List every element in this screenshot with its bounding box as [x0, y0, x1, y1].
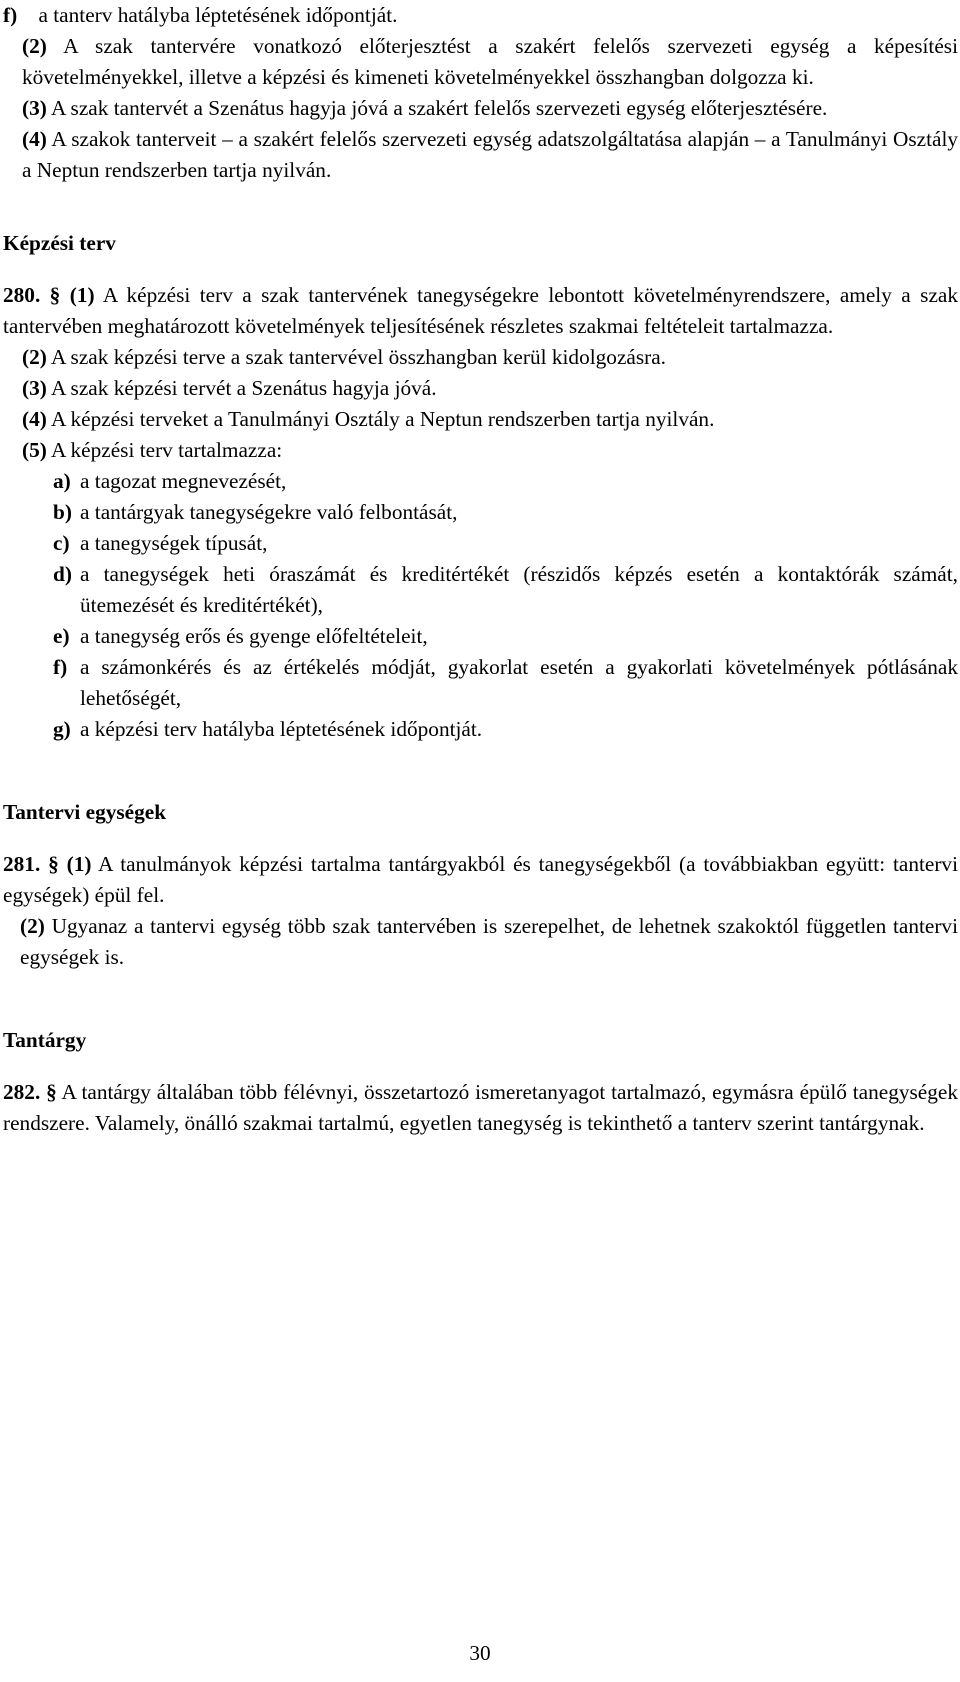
item-text: a képzési terv hatályba léptetésének időpontját.: [80, 717, 483, 741]
section-280-paragraph-2: [3, 342, 958, 373]
paragraph-number: (2): [22, 34, 47, 58]
paragraph-number: (2): [22, 345, 47, 369]
list-item-b: [3, 497, 958, 528]
item-label: d): [53, 562, 72, 586]
list-item-a: [3, 466, 958, 497]
section-281-paragraph-2: [3, 911, 958, 973]
paragraph-number: (1): [66, 852, 92, 876]
list-item-e: [3, 621, 958, 652]
paragraph-text: A szak tantervére vonatkozó előterjesztést a szakért felelős szervezeti egység a képesítési követelményekkel, illetve a képzési és kimeneti követelményekkel összhangban dolgozza ki.: [22, 34, 958, 89]
list-item-c: [3, 528, 958, 559]
paragraph-text: A képzési terveket a Tanulmányi Osztály a Neptun rendszerben tartja nyilván.: [51, 407, 715, 431]
paragraph-number: (4): [22, 127, 47, 151]
paragraph-number: (5): [22, 438, 47, 462]
item-label: f): [53, 655, 68, 679]
item-text: a tanegységek heti óraszámát és kreditértékét (részidős képzés esetén a kontaktórák számát, ütemezését és kreditértékét),: [80, 562, 958, 617]
section-280-paragraph-5: [3, 435, 958, 466]
section-heading-tantervi-egysegek: Tantervi egységek: [3, 800, 167, 824]
paragraph-text: A szakok tanterveit – a szakért felelős szervezeti egység adatszolgáltatása alapján – a Tanulmányi Osztály a Neptun rendszerben tartja nyilván.: [22, 127, 959, 182]
section-heading-tantargy: Tantárgy: [3, 1028, 87, 1052]
paragraph-text: A szak képzési terve a szak tantervével összhangban kerül kidolgozásra.: [51, 345, 666, 369]
section-280-paragraph-4: [3, 404, 958, 435]
paragraph-4: [3, 124, 958, 186]
item-text: a számonkérés és az értékelés módját, gyakorlat esetén a gyakorlati követelmények pótlásának lehetőségét,: [80, 655, 958, 710]
section-number: 282. §: [3, 1080, 57, 1104]
paragraph-number: (3): [22, 376, 47, 400]
list-item-d: [3, 559, 958, 621]
item-text: a tagozat megnevezését,: [80, 469, 287, 493]
item-label: f): [3, 3, 18, 27]
item-text: a tanegységek típusát,: [80, 531, 268, 555]
paragraph-text: A képzési terv a szak tantervének tanegységekre lebontott követelményrendszere, amely a szak tantervében meghatározott követelmények teljesítésének részletes szakmai feltételeit tartalmazza.: [3, 283, 958, 338]
section-282-paragraph: [3, 1077, 958, 1139]
paragraph-text: A képzési terv tartalmazza:: [51, 438, 283, 462]
item-label: e): [53, 624, 70, 648]
item-label: g): [53, 717, 71, 741]
paragraph-text: A tanulmányok képzési tartalma tantárgyakból és tanegységekből (a továbbiakban együtt: tantervi egységek) épül fel.: [3, 852, 958, 907]
paragraph-2: [3, 31, 958, 93]
list-item-f: [3, 652, 958, 714]
section-number: 281. §: [3, 852, 59, 876]
item-label: b): [53, 500, 72, 524]
section-number: 280. §: [3, 283, 61, 307]
list-item-g: [3, 714, 958, 745]
item-text: a tanterv hatályba léptetésének időpontját.: [38, 3, 398, 27]
item-label: c): [53, 531, 70, 555]
section-280-paragraph-3: [3, 373, 958, 404]
paragraph-number: (2): [20, 914, 45, 938]
section-280-paragraph-1: [3, 280, 958, 342]
paragraph-text: A szak tantervét a Szenátus hagyja jóvá a szakért felelős szervezeti egység előterjesztésére.: [51, 96, 828, 120]
section-281-paragraph-1: [3, 849, 958, 911]
section-heading-kepzesi-terv: Képzési terv: [3, 231, 116, 255]
paragraph-text: A szak képzési tervét a Szenátus hagyja jóvá.: [51, 376, 437, 400]
paragraph-3: [3, 93, 958, 124]
paragraph-number: (4): [22, 407, 47, 431]
item-label: a): [53, 469, 71, 493]
page-number: 30: [469, 1641, 491, 1665]
document-body: [3, 0, 958, 1139]
item-text: a tantárgyak tanegységekre való felbontását,: [80, 500, 458, 524]
paragraph-number: (3): [22, 96, 47, 120]
item-text: a tanegység erős és gyenge előfeltételeit,: [80, 624, 428, 648]
paragraph-text: A tantárgy általában több félévnyi, összetartozó ismeretanyagot tartalmazó, egymásra épülő tanegységek rendszere. Valamely, önálló szakmai tartalmú, egyetlen tanegység is tekinthető a tanterv szerint tantárgynak.: [3, 1080, 958, 1135]
item-f-previous: [3, 0, 958, 31]
paragraph-text: Ugyanaz a tantervi egység több szak tantervében is szerepelhet, de lehetnek szakoktól független tantervi egységek is.: [20, 914, 958, 969]
paragraph-number: (1): [69, 283, 95, 307]
